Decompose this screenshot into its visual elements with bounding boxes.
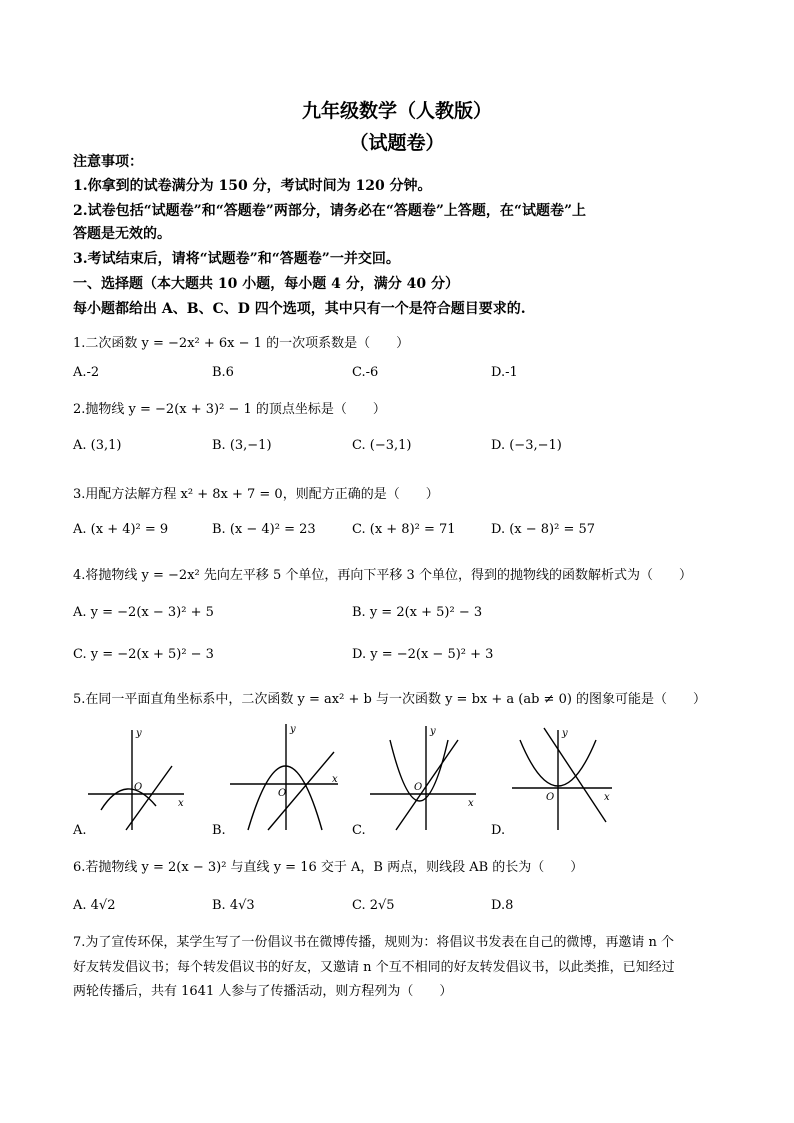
question-2-option-c: C. (−3,1) xyxy=(352,438,412,453)
graph-a-origin: O xyxy=(134,782,143,793)
question-1-option-d: D.-1 xyxy=(491,365,518,380)
question-3-option-d: D. (x − 8)² = 57 xyxy=(491,522,596,537)
question-7-line-1: 7.为了宣传环保，某学生写了一份倡议书在微博传播，规则为：将倡议书发表在自己的微博，再邀请 n 个 xyxy=(73,935,675,950)
section-instruction: 每小题都给出 A、B、C、D 四个选项，其中只有一个是符合题目要求的. xyxy=(73,301,526,317)
question-2-option-a: A. (3,1) xyxy=(73,438,122,453)
question-2-stem: 2.抛物线 y = −2(x + 3)² − 1 的顶点坐标是（ ） xyxy=(73,402,386,417)
question-4-option-a: A. y = −2(x − 3)² + 5 xyxy=(73,605,214,620)
question-1-option-b: B.6 xyxy=(212,365,234,380)
graph-d-x-label: x xyxy=(604,792,610,803)
question-4-option-b: B. y = 2(x + 5)² − 3 xyxy=(352,605,483,620)
note-3: 3.考试结束后，请将“试题卷”和“答题卷”一并交回。 xyxy=(73,251,400,267)
graph-a xyxy=(86,722,186,832)
question-5-stem: 5.在同一平面直角坐标系中，二次函数 y = ax² + b 与一次函数 y = bx + a (ab ≠ 0) 的图象可能是（ ） xyxy=(73,692,707,707)
graph-c-x-label: x xyxy=(468,798,474,809)
question-1-option-a: A.-2 xyxy=(73,365,100,380)
question-1-option-c: C.-6 xyxy=(352,365,379,380)
graph-b-x-label: x xyxy=(332,774,338,785)
graph-b-y-label: y xyxy=(290,724,296,735)
question-6-option-b: B. 4√3 xyxy=(212,898,255,913)
question-3-option-c: C. (x + 8)² = 71 xyxy=(352,522,456,537)
graph-b-origin: O xyxy=(278,788,287,799)
question-2-option-d: D. (−3,−1) xyxy=(491,438,562,453)
question-5-option-b: B. xyxy=(212,823,226,838)
note-1: 1.你拿到的试卷满分为 150 分，考试时间为 120 分钟。 xyxy=(73,178,432,194)
graph-c-origin: O xyxy=(414,782,423,793)
note-2-line-2: 答题是无效的。 xyxy=(73,226,171,242)
question-4-option-c: C. y = −2(x + 5)² − 3 xyxy=(73,647,214,662)
question-3-option-b: B. (x − 4)² = 23 xyxy=(212,522,316,537)
section-heading: 一、选择题（本大题共 10 小题，每小题 4 分，满分 40 分） xyxy=(73,276,459,292)
question-6-option-a: A. 4√2 xyxy=(73,898,116,913)
question-3-option-a: A. (x + 4)² = 9 xyxy=(73,522,169,537)
graph-c xyxy=(368,722,478,832)
graph-a-y-label: y xyxy=(136,728,142,739)
exam-subtitle: （试题卷） xyxy=(349,132,445,154)
graph-d xyxy=(510,722,614,832)
note-2-line-1: 2.试卷包括“试题卷”和“答题卷”两部分，请务必在“答题卷”上答题，在“试题卷”上 xyxy=(73,203,587,219)
question-5-option-c: C. xyxy=(352,823,366,838)
graph-a-x-label: x xyxy=(178,798,184,809)
question-1-stem: 1.二次函数 y = −2x² + 6x − 1 的一次项系数是（ ） xyxy=(73,336,410,351)
graph-d-y-label: y xyxy=(562,728,568,739)
question-6-option-d: D.8 xyxy=(491,898,514,913)
question-5-option-d: D. xyxy=(491,823,506,838)
graph-b xyxy=(228,722,340,832)
question-2-option-b: B. (3,−1) xyxy=(212,438,272,453)
graph-d-origin: O xyxy=(546,792,555,803)
graph-c-y-label: y xyxy=(430,726,436,737)
question-5-option-a: A. xyxy=(73,823,87,838)
notes-heading: 注意事项： xyxy=(73,154,143,170)
exam-title: 九年级数学（人教版） xyxy=(301,100,492,122)
question-7-line-3: 两轮传播后，共有 1641 人参与了传播活动，则方程列为（ ） xyxy=(73,984,453,999)
question-6-option-c: C. 2√5 xyxy=(352,898,395,913)
question-4-option-d: D. y = −2(x − 5)² + 3 xyxy=(352,647,494,662)
question-4-stem: 4.将抛物线 y = −2x² 先向左平移 5 个单位，再向下平移 3 个单位，得到的抛物线的函数解析式为（ ） xyxy=(73,568,692,583)
question-6-stem: 6.若抛物线 y = 2(x − 3)² 与直线 y = 16 交于 A，B 两点，则线段 AB 的长为（ ） xyxy=(73,860,584,875)
question-3-stem: 3.用配方法解方程 x² + 8x + 7 = 0，则配方正确的是（ ） xyxy=(73,487,439,502)
question-7-line-2: 好友转发倡议书；每个转发倡议书的好友，又邀请 n 个互不相同的好友转发倡议书，以此类推，已知经过 xyxy=(73,960,675,975)
